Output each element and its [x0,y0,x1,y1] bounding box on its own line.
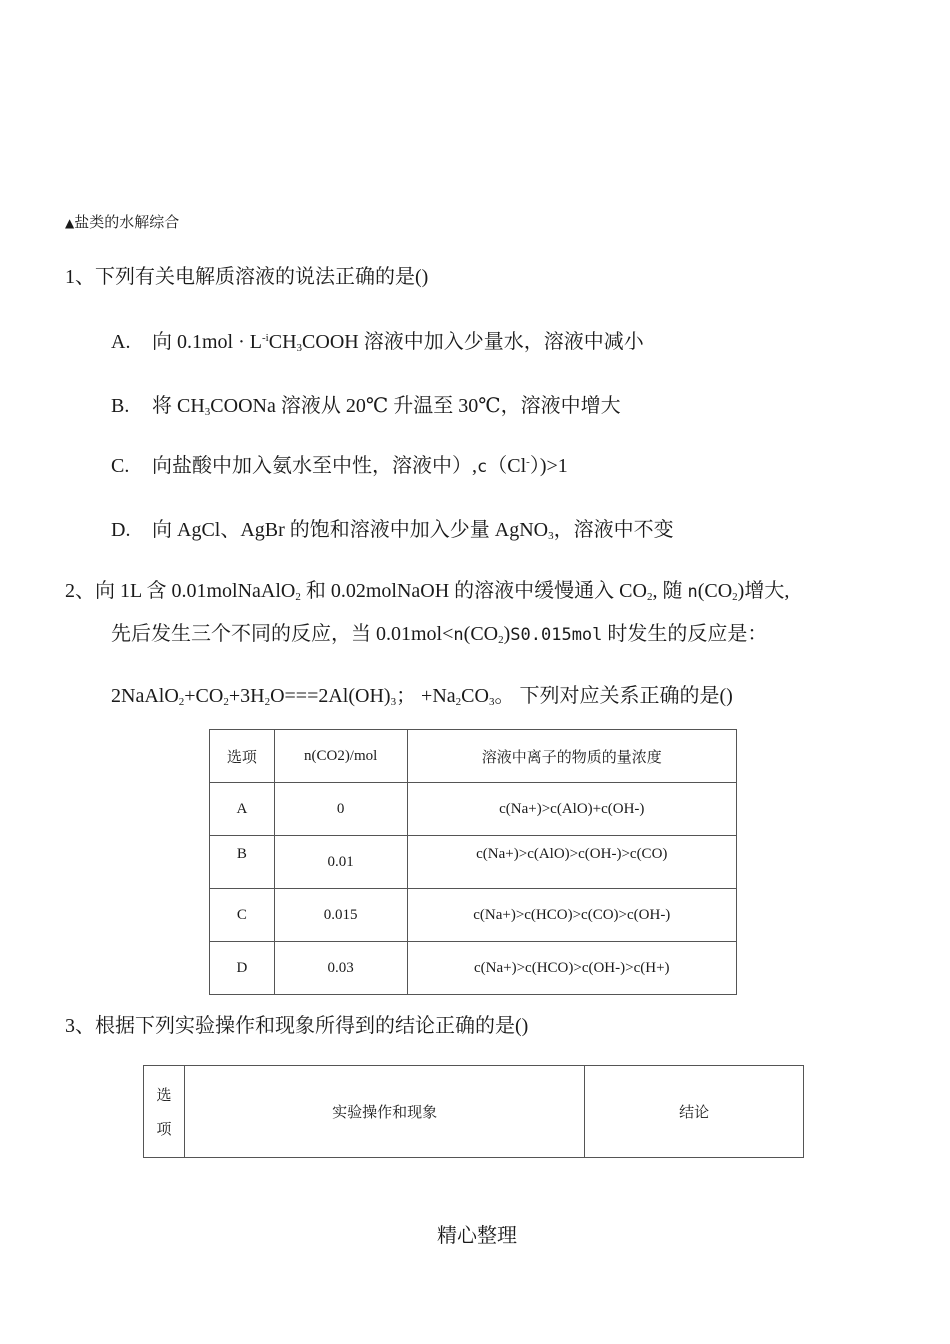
header-conclusion: 结论 [585,1066,804,1158]
header-concentration: 溶液中离子的物质的量浓度 [407,730,736,783]
cell-n: 0 [274,783,407,836]
header-option: 选 项 [144,1066,185,1158]
cell-option: C [210,889,275,942]
question-1-option-b: B. 将 $CH_3COONa$ 溶液从 20℃ 升温至 30℃，溶液中增大 [111,395,621,418]
cell-concentration: c(Na+)>c(AlO)+c(OH-) [407,783,736,836]
cell-concentration: c(Na+)>c(HCO)>c(OH-)>c(H+) [407,942,736,995]
cell-n: 0.03 [274,942,407,995]
header-n-co2: n(CO2)/mol [274,730,407,783]
table-row [210,783,737,836]
cell-n: 0.015 [274,889,407,942]
question-1-option-c: C. 向盐酸中加入氨水至中性，溶液中）,c（Cl-）)>1 [111,455,568,477]
question-3-table [143,1065,804,1158]
option-label: B. [111,395,130,417]
question-1-option-d: D. 向 AgCl、AgBr 的饱和溶液中加入少量 AgNO$_3$，溶液中不变 [111,519,674,542]
cell-n: 0.01 [274,836,407,889]
cell-concentration: c(Na+)>c(HCO)>c(CO)>c(OH-) [407,889,736,942]
cell-option: A [210,783,275,836]
option-label: C. [111,455,130,477]
question-2-line-2: 先后发生三个不同的反应，当 $0.01mol<n(CO_2)S0.015mol$ 时发生的反应是： [111,623,768,646]
section-title: 盐类的水解综合 [74,213,180,231]
cell-concentration: c(Na+)>c(AlO)>c(OH-)>c(CO) [407,836,736,889]
header-operation: 实验操作和现象 [184,1066,584,1158]
table-header-row [210,730,737,783]
section-heading [65,211,179,232]
option-label: D. [111,519,131,541]
table-header-row [144,1066,804,1158]
triangle-icon: ▲ [65,216,75,230]
question-2-line-1: 2、向 1L 含 0.01molNaAlO$_2$ 和 0.02molNaOH 的溶液中缓慢通入 $CO_2$, 随 $n(CO_2)$增大, [65,580,790,603]
table-row [210,889,737,942]
question-1-option-a: A. 向 $0.1mol \cdot L^{-i}CH_3COOH$ 溶液中加入少量水，溶液中减小 [111,331,644,354]
question-2-table [209,729,737,995]
header-option: 选项 [210,730,275,783]
question-3-stem: 3、根据下列实验操作和现象所得到的结论正确的是() [65,1015,529,1037]
question-2-line-3: $2NaAlO_2+CO_2+3H_2O===2Al(OH)_3$； $+Na_2CO_3$。 下列对应关系正确的是() [111,685,733,708]
cell-option: B [210,836,275,889]
question-1-stem: 1、下列有关电解质溶液的说法正确的是() [65,266,429,288]
table-row [210,942,737,995]
option-label: A. [111,331,131,353]
table-row [210,836,737,889]
footer-text: 精心整理 [437,1223,517,1247]
cell-option: D [210,942,275,995]
